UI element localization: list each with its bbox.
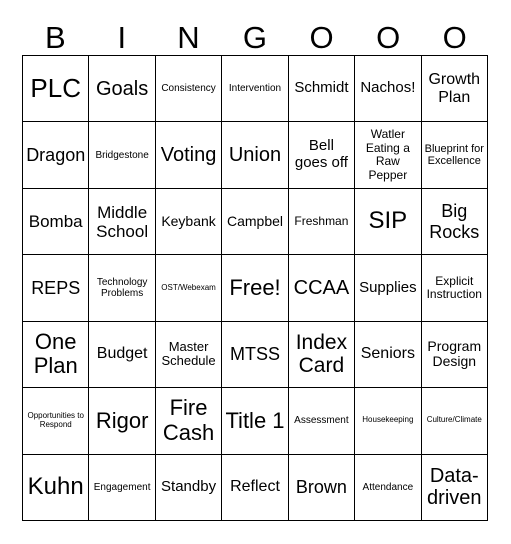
- bingo-cell[interactable]: Voting: [156, 122, 222, 188]
- header-letter: O: [442, 19, 467, 55]
- bingo-cell[interactable]: Assessment: [289, 388, 355, 454]
- bingo-cell[interactable]: Consistency: [156, 56, 222, 122]
- bingo-cell[interactable]: Dragon: [23, 122, 89, 188]
- bingo-cell[interactable]: Growth Plan: [422, 56, 488, 122]
- bingo-cell[interactable]: Fire Cash: [156, 388, 222, 454]
- bingo-cell[interactable]: Blueprint for Excellence: [422, 122, 488, 188]
- bingo-cell[interactable]: Housekeeping: [355, 388, 421, 454]
- bingo-header: [22, 18, 488, 56]
- header-letter: O: [309, 19, 334, 55]
- header-letter: O: [376, 19, 401, 55]
- bingo-cell[interactable]: Title 1: [222, 388, 288, 454]
- bingo-cell[interactable]: Big Rocks: [422, 189, 488, 255]
- bingo-cell[interactable]: REPS: [23, 255, 89, 321]
- bingo-cell[interactable]: Schmidt: [289, 56, 355, 122]
- bingo-cell[interactable]: Data-driven: [422, 455, 488, 521]
- bingo-cell[interactable]: Program Design: [422, 322, 488, 388]
- bingo-cell[interactable]: One Plan: [23, 322, 89, 388]
- bingo-cell[interactable]: Budget: [89, 322, 155, 388]
- bingo-cell[interactable]: MTSS: [222, 322, 288, 388]
- bingo-grid: [22, 55, 488, 521]
- bingo-cell[interactable]: Keybank: [156, 189, 222, 255]
- header-letter: I: [117, 19, 127, 55]
- bingo-cell[interactable]: Union: [222, 122, 288, 188]
- bingo-cell[interactable]: Attendance: [355, 455, 421, 521]
- bingo-cell[interactable]: Explicit Instruction: [422, 255, 488, 321]
- bingo-cell[interactable]: Kuhn: [23, 455, 89, 521]
- header-letter: G: [242, 19, 268, 55]
- bingo-cell[interactable]: Opportunities to Respond: [23, 388, 89, 454]
- bingo-cell[interactable]: Campbel: [222, 189, 288, 255]
- bingo-cell[interactable]: Standby: [156, 455, 222, 521]
- bingo-cell[interactable]: Goals: [89, 56, 155, 122]
- bingo-cell[interactable]: PLC: [23, 56, 89, 122]
- bingo-cell[interactable]: Bridgestone: [89, 122, 155, 188]
- bingo-cell[interactable]: CCAA: [289, 255, 355, 321]
- bingo-cell[interactable]: Technology Problems: [89, 255, 155, 321]
- bingo-cell[interactable]: Engagement: [89, 455, 155, 521]
- bingo-cell[interactable]: OST/Webexam: [156, 255, 222, 321]
- header-letter: N: [177, 19, 200, 55]
- bingo-cell[interactable]: Nachos!: [355, 56, 421, 122]
- bingo-cell[interactable]: Bell goes off: [289, 122, 355, 188]
- bingo-cell[interactable]: Rigor: [89, 388, 155, 454]
- bingo-cell[interactable]: Freshman: [289, 189, 355, 255]
- bingo-cell[interactable]: SIP: [355, 189, 421, 255]
- bingo-cell[interactable]: Reflect: [222, 455, 288, 521]
- bingo-cell[interactable]: Master Schedule: [156, 322, 222, 388]
- bingo-cell[interactable]: Intervention: [222, 56, 288, 122]
- bingo-cell[interactable]: Supplies: [355, 255, 421, 321]
- bingo-cell[interactable]: Bomba: [23, 189, 89, 255]
- bingo-cell[interactable]: Brown: [289, 455, 355, 521]
- bingo-cell[interactable]: Middle School: [89, 189, 155, 255]
- bingo-cell[interactable]: Free!: [222, 255, 288, 321]
- bingo-cell[interactable]: Index Card: [289, 322, 355, 388]
- header-letter: B: [44, 19, 66, 55]
- bingo-cell[interactable]: Watler Eating a Raw Pepper: [355, 122, 421, 188]
- bingo-cell[interactable]: Seniors: [355, 322, 421, 388]
- bingo-cell[interactable]: Culture/Climate: [422, 388, 488, 454]
